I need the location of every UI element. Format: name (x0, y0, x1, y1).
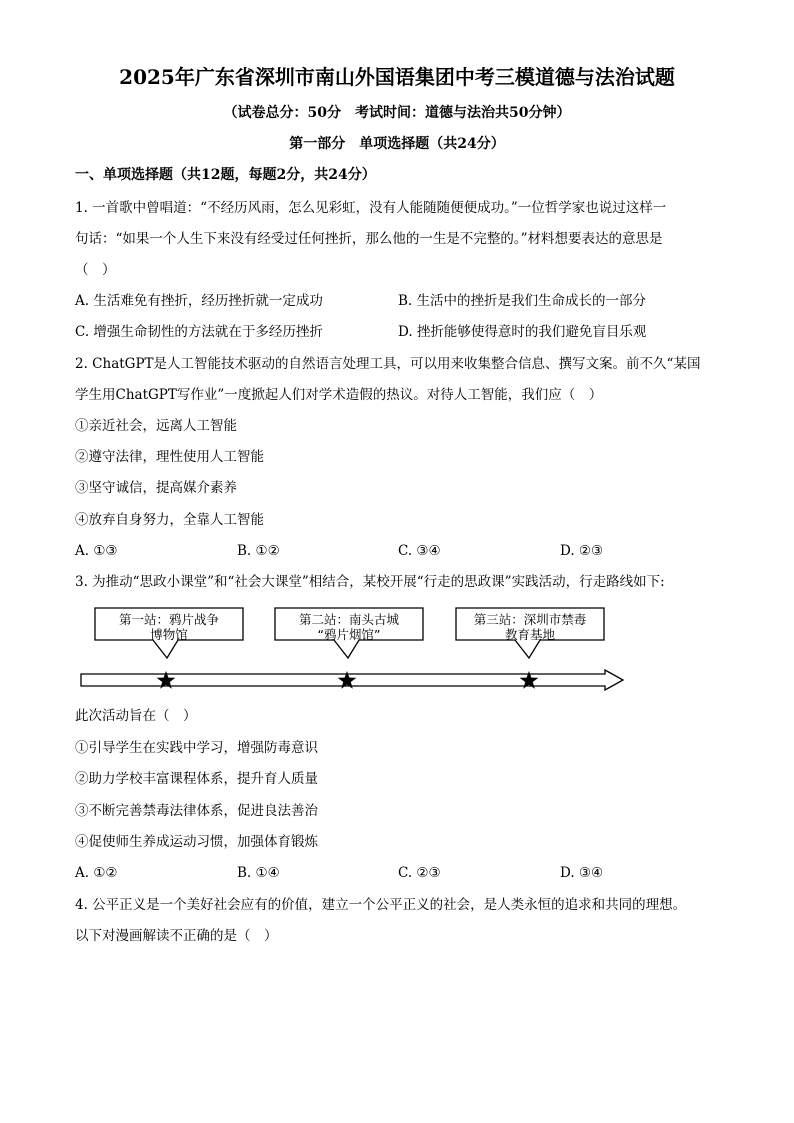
route-diagram (75, 600, 635, 700)
section-heading: 一、单项选择题（共12题，每题2分，共24分） (75, 167, 376, 183)
q2-option-b: B. ①② (237, 543, 280, 559)
q2-stem-line-1: 2. ChatGPT是人工智能技术驱动的自然语言处理工具，可以用来收集整合信息、撰写文案。前不久“某国 (75, 356, 701, 372)
q3-statement-1: ①引导学生在实践中学习，增强防毒意识 (75, 740, 318, 756)
station-1-line-2: 博物馆 (150, 627, 188, 642)
q2-option-a: A. ①③ (75, 543, 118, 559)
station-1-line-1: 第一站：鸦片战争 (118, 612, 220, 627)
q3-stem-line-1: 3. 为推动“思政小课堂”和“社会大课堂”相结合，某校开展“行走的思政课”实践活动，行走路线如下: (75, 574, 665, 590)
q4-stem-line-2: 以下对漫画解读不正确的是（ ） (75, 928, 278, 944)
q1-option-a: A. 生活难免有挫折，经历挫折就一定成功 (75, 293, 323, 309)
q4-stem-line-1: 4. 公平正义是一个美好社会应有的价值，建立一个公平正义的社会，是人类永恒的追求和共同的理想。 (75, 897, 687, 913)
station-3-callout (456, 608, 604, 658)
q2-statement-3: ③坚守诚信，提高媒介素养 (75, 480, 237, 496)
station-2-callout (275, 608, 423, 658)
q2-stem-line-2: 学生用ChatGPT写作业”一度掀起人们对学术造假的热议。对待人工智能，我们应（ ） (75, 387, 603, 403)
q3-statement-3: ③不断完善禁毒法律体系，促进良法善治 (75, 803, 318, 819)
part-heading: 第一部分 单项选择题（共24分） (289, 136, 505, 152)
q3-stem-line-2: 此次活动旨在（ ） (75, 708, 197, 724)
q1-option-c: C. 增强生命韧性的方法就在于多经历挫折 (75, 324, 323, 340)
station-2-line-2: “鸦片烟馆” (317, 627, 381, 642)
station-1-callout (95, 608, 243, 658)
q2-option-c: C. ③④ (398, 543, 441, 559)
q1-stem-line-3: （ ） (75, 262, 116, 278)
q2-statement-1: ①亲近社会，远离人工智能 (75, 418, 237, 434)
q3-statement-4: ④促使师生养成运动习惯，加强体育锻炼 (75, 834, 318, 850)
q2-statement-4: ④放弃自身努力，全靠人工智能 (75, 512, 264, 528)
q3-option-d: D. ③④ (560, 865, 604, 881)
q1-option-d: D. 挫折能够使得意时的我们避免盲目乐观 (398, 324, 647, 340)
exam-title: 2025年广东省深圳市南山外国语集团中考三模道德与法治试题 (119, 65, 675, 89)
station-3-line-2: 教育基地 (504, 627, 556, 642)
station-2-line-1: 第二站：南头古城 (298, 612, 400, 627)
q3-option-a: A. ①② (75, 865, 118, 881)
q1-stem-line-1: 1. 一首歌中曾唱道：“不经历风雨，怎么见彩虹，没有人能随随便便成功。”一位哲学家也说过这样一 (75, 200, 667, 216)
q3-option-b: B. ①④ (237, 865, 280, 881)
q2-statement-2: ②遵守法律，理性使用人工智能 (75, 449, 264, 465)
q1-stem-line-2: 句话：“如果一个人生下来没有经受过任何挫折，那么他的一生是不完整的。”材料想要表达的意思是 (75, 231, 663, 247)
q1-option-b: B. 生活中的挫折是我们生命成长的一部分 (398, 293, 647, 309)
station-3-line-1: 第三站：深圳市禁毒 (473, 612, 587, 627)
q2-option-d: D. ②③ (560, 543, 604, 559)
q3-option-c: C. ②③ (398, 865, 441, 881)
q3-statement-2: ②助力学校丰富课程体系，提升育人质量 (75, 771, 318, 787)
exam-subtitle: （试卷总分：50分 考试时间：道德与法治共50分钟） (223, 105, 571, 121)
